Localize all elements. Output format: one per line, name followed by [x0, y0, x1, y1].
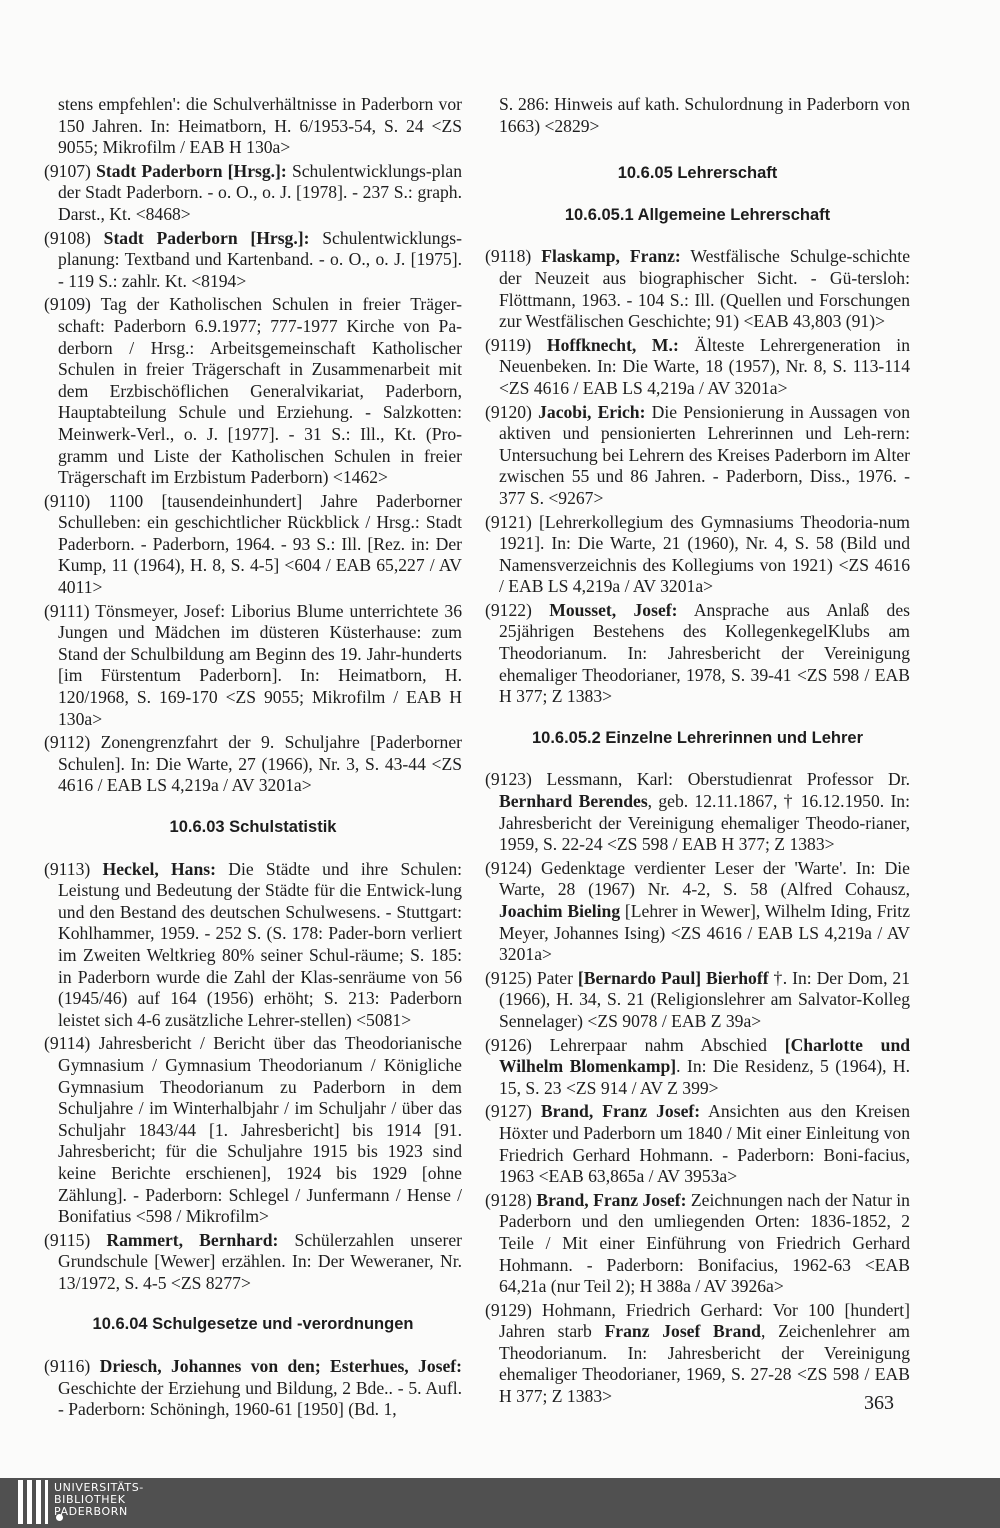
entry-person: Bernhard Berendes — [499, 791, 648, 812]
entry-9122 — [485, 600, 910, 708]
entry-text: Ansichten aus den Kreisen Höxter und Paderborn um 1840 / Mit einer Einleitung von Friedrich Gerhard Hohmann. - Paderborn: Boni-facius, 1963 <EAB 63,865a / AV 3953a> — [499, 1101, 910, 1187]
entry-text: Älteste Lehrergeneration in Neuenbeken. In: Die Warte, 18 (1957), Nr. 8, S. 113-114 <ZS 4616 / EAB LS 4,219a / AV 3201a> — [499, 334, 910, 398]
entry-number: (9112) — [44, 732, 91, 753]
section-heading-lehrerschaft: 10.6.05 Lehrerschaft — [617, 164, 778, 183]
entry-author: Flaskamp, Franz: — [541, 246, 681, 267]
entry-text: Tönsmeyer, Josef: Liborius Blume unterrichtete 36 Jungen und Mädchen im düsteren Küsterhause: zum Stand der Schulbildung am Beginn des 19. Jahr-hunderts [im Fürstentum Paderborn]. In: Heimatborn, H. 120/1968, S. 169-170 <ZS 9055; Mikrofilm / EAB H 130a> — [58, 600, 462, 729]
entry-text: Schulentwicklungs-planung: Textband und Kartenband. - o. O., o. J. [1975]. - 119 S.: zahlr. Kt. <8194> — [58, 227, 462, 291]
section-heading-einzelne-lehrer: 10.6.05.2 Einzelne Lehrerinnen und Lehrer — [531, 728, 864, 747]
library-footer-bar — [0, 1478, 1000, 1528]
entry-author: Heckel, Hans: — [102, 858, 216, 879]
entry-9129 — [485, 1300, 910, 1408]
logo-line-2: BIBLIOTHEK — [54, 1493, 126, 1506]
entry-continuation: S. 286: Hinweis auf kath. Schulordnung in Paderborn von 1663) <2829> — [499, 94, 910, 136]
entry-person: Joachim Bieling — [499, 901, 621, 921]
entry-author: Driesch, Johannes von den; Esterhues, Josef: — [99, 1356, 462, 1377]
entry-9121 — [485, 512, 910, 598]
entry-9109 — [44, 294, 462, 488]
entry-text: Schülerzahlen unserer Grundschule [Wewer] erzählen. In: Der Weweraner, Nr. 13/1972, S. 4-5 <ZS 8277> — [58, 1229, 462, 1293]
entry-text: Westfälische Schulge-schichte der Neuzeit aus biographischer Sicht. - Gü-tersloh: Flöttmann, 1963. - 104 S.: Ill. (Quellen und Forschungen zur Westfälischen Geschichte; 91) <EAB 43,803 (91)> — [499, 246, 910, 332]
entry-author: Rammert, Bernhard: — [106, 1229, 279, 1250]
entry-text: Zonengrenzfahrt der 9. Schuljahre [Paderborner Schulen]. In: Die Warte, 27 (1966), Nr. 3, S. 43-44 <ZS 4616 / EAB LS 4,219a / AV 3201a> — [58, 732, 462, 796]
logo-line-1: UNIVERSITÄTS- — [54, 1481, 144, 1494]
entry-9123 — [485, 769, 910, 855]
entry-person: [Bernardo Paul] Bierhoff — [577, 967, 769, 988]
entry-number: (9111) — [44, 600, 90, 621]
entry-text: [Lehrerkollegium des Gymnasiums Theodoria-num 1921]. In: Die Warte, 21 (1960), Nr. 4, S. 58 (Bild und Namensverzeichnis des Kollegiums von 1921) <ZS 4616 / EAB LS 4,219a / AV 3201a> — [499, 511, 910, 597]
entry-text: Tag der Katholischen Schulen in freier Träger-schaft: Paderborn 6.9.1977; 777-1977 Kirche von Pa-derborn / Hrsg.: Arbeitsgemeinschaft Katholischer Schulen in freier Trägerschaft in Zusammenarbeit mit dem Erzbischöflichen Generalvikariat, Paderborn, Hauptabteilung Schule und Erziehung. - Salzkotten: Meinwerk-Verl., o. J. [1977]. - 31 S.: Ill., Kt. (Pro-gramm und Liste der Katholischen Schulen in freier Trägerschaft im Erzbistum Paderborn) <1462> — [58, 294, 462, 488]
entry-author: Brand, Franz Josef: — [540, 1101, 701, 1122]
entry-9118 — [485, 246, 910, 332]
entry-text: . In: Die Residenz, 5 (1964), H. 15, S. 23 <ZS 914 / AV Z 399> — [499, 1056, 910, 1098]
entry-number: (9119) — [485, 334, 532, 355]
entry-number: (9115) — [44, 1229, 91, 1250]
section-heading-allgemeine-lehrerschaft: 10.6.05.1 Allgemeine Lehrerschaft — [564, 205, 831, 224]
entry-9114 — [44, 1033, 462, 1227]
entry-number: (9126) — [485, 1034, 532, 1055]
entry-number: (9116) — [44, 1356, 91, 1377]
entry-9115 — [44, 1230, 462, 1295]
entry-number: (9110) — [44, 490, 91, 511]
entry-author: Stadt Paderborn [Hrsg.]: — [96, 160, 287, 181]
entry-number: (9114) — [44, 1033, 91, 1054]
entry-9127 — [485, 1101, 910, 1187]
entry-9113 — [44, 859, 462, 1032]
entry-9107 — [44, 161, 462, 226]
entry-text: Zeichnungen nach der Natur in Paderborn und den umliegenden Orten: 1836-1852, 2 Teile / Mit einer Einführung von Friedrich Gerhard Hohmann. - Paderborn: Bonifacius, 1962-63 <EAB 64,21a (nur Teil 2); H 388a / AV 3926a> — [499, 1189, 910, 1297]
entry-number: (9125) — [485, 967, 532, 988]
left-column — [44, 94, 462, 1423]
entry-text: Geschichte der Erziehung und Bildung, 2 Bde.. - 5. Aufl. - Paderborn: Schöningh, 1960-61 [1950] (Bd. 1, — [58, 1377, 462, 1420]
entry-number: (9123) — [485, 769, 532, 790]
entry-text: Schulentwicklungs-plan der Stadt Paderborn. - o. O., o. J. [1978]. - 237 S.: graph. Darst., Kt. <8468> — [58, 160, 462, 224]
entry-number: (9127) — [485, 1101, 532, 1122]
entry-9126 — [485, 1035, 910, 1100]
entry-text: †. In: Der Dom, 21 (1966), H. 34, S. 21 (Religionslehrer am Salvator-Kolleg Sennelager) <ZS 9078 / EAB Z 39a> — [499, 967, 910, 1031]
entry-9120 — [485, 402, 910, 510]
entry-author: Jacobi, Erich: — [538, 401, 646, 422]
entry-author: Brand, Franz Josef: — [536, 1189, 687, 1210]
entry-author: Mousset, Josef: — [549, 599, 678, 620]
entry-number: (9122) — [485, 599, 532, 620]
entry-9108 — [44, 228, 462, 293]
entry-number: (9121) — [485, 511, 532, 532]
entry-author: Hoffknecht, M.: — [546, 334, 679, 355]
entry-text: Die Pensionierung in Aussagen von aktiven und pensionierten Lehrerinnen und Leh-rern: Untersuchung bei Lehrern des Kreises Paderborn im Alter zwischen 55 und 86 Jahren. - Paderborn, Diss., 1976. - 377 S. <9267> — [499, 401, 911, 508]
entry-text: , Zeichenlehrer am Theodorianum. In: Jahresbericht der Vereinigung ehemaliger Theodorianer, 1969, S. 27-28 <ZS 598 / EAB H 377; Z 1383> — [499, 1321, 910, 1407]
entry-text-pre: Lessmann, Karl: Oberstudienrat Professor Dr. — [531, 769, 910, 790]
entry-9124 — [485, 858, 910, 966]
page-number: 363 — [864, 1392, 894, 1414]
entry-text-pre: Pater — [531, 967, 578, 988]
entry-9125 — [485, 968, 910, 1033]
entry-number: (9113) — [44, 858, 91, 879]
entry-text-pre: Lehrerpaar nahm Abschied — [531, 1034, 785, 1055]
entry-author: Stadt Paderborn [Hrsg.]: — [103, 227, 310, 248]
entry-text: Die Städte und ihre Schulen: Leistung und Bedeutung der Städte für die Entwick-lung und den Bestand des deutschen Schulwesens. - Stuttgart: Kohlhammer, 1959. - 252 S. (S. 178: Pader-born verliert im Zweiten Weltkrieg 80% seiner Schul-räume; S. 185: in Paderborn wurde die Zahl der Klas-senräume von 56 (1945/46) auf 164 (1956) erhöht; S. 213: Paderborn leistet sich 4-6 zusätzliche Lehrer-stellen) <5081> — [58, 858, 463, 1030]
entry-9128 — [485, 1190, 910, 1298]
entry-text-pre: Hohmann, Friedrich Gerhard: Vor 100 [hundert] Jahren starb — [499, 1299, 910, 1342]
entry-number: (9108) — [44, 227, 91, 248]
section-heading-schulstatistik: 10.6.03 Schulstatistik — [169, 818, 337, 836]
logo-line-3: PADERBORN — [54, 1505, 128, 1518]
entry-person: Franz Josef Brand — [604, 1321, 761, 1342]
entry-9110 — [44, 491, 462, 599]
entry-number: (9124) — [485, 857, 532, 878]
section-heading-schulgesetze: 10.6.04 Schulgesetze und -verordnungen — [92, 1315, 414, 1334]
entry-text: Ansprache aus Anlaß des 25jährigen Bestehens des KollegenkegelKlubs am Theodorianum. In: Jahresbericht der Vereinigung ehemaliger Theodorianer, 1978, S. 39-41 <ZS 598 / EAB H 377; Z 1383> — [499, 599, 910, 707]
entry-text: 1100 [tausendeinhundert] Jahre Paderborner Schulleben: ein geschichtlicher Rückblick / Hrsg.: Stadt Paderborn. - Paderborn, 1964. - 93 S.: Ill. [Rez. in: Der Kump, 11 (1964), H. 8, S. 4-5] <604 / EAB 65,227 / AV 4011> — [58, 490, 462, 598]
entry-text-pre: Gedenktage verdienter Leser der 'Warte'. In: Die Warte, 28 (1967) Nr. 4-2, S. 58 (Alfred Cohausz, — [499, 857, 910, 900]
entry-text: [Lehrer in Wewer], Wilhelm Iding, Fritz Meyer, Johannes Ising) <ZS 4616 / EAB LS 4,219a / AV 3201a> — [499, 901, 910, 965]
entry-9119 — [485, 335, 910, 400]
library-logo-text — [54, 1482, 144, 1518]
entry-9111 — [44, 601, 462, 731]
right-column — [485, 94, 910, 1410]
entry-number: (9109) — [44, 294, 91, 315]
entry-person: [Charlotte und Wilhelm Blomenkamp] — [499, 1034, 911, 1077]
entry-number: (9128) — [485, 1189, 532, 1210]
entry-number: (9118) — [485, 246, 532, 267]
entry-continuation: stens empfehlen': die Schulverhältnisse in Paderborn vor 150 Jahren. In: Heimatborn, H. 6/1953-54, S. 24 <ZS 9055; Mikrofilm / EAB H 130a> — [58, 94, 462, 158]
entry-number: (9107) — [44, 160, 91, 181]
entry-number: (9120) — [485, 401, 532, 422]
entry-text: Jahresbericht / Bericht über das Theodorianische Gymnasium / Gymnasium Theodorianum / Königliche Gymnasium Theodorianum zu Paderborn in dem Schuljahre / im Winterhalbjahr / im Schuljahr / über das Schuljahr 1843/44 [1. Jahresbericht] bis 1914 [91. Jahresbericht; für die Schuljahre 1915 bis 1923 sind keine Berichte erschienen], 1924 bis 1929 [ohne Zählung]. - Paderborn: Schlegel / Junfermann / Hense / Bonifatius <598 / Mikrofilm> — [58, 1033, 462, 1227]
entry-9116 — [44, 1356, 462, 1421]
entry-text: , geb. 12.11.1867, † 16.12.1950. In: Jahresbericht der Vereinigung ehemaliger Theodo-rianer, 1959, S. 22-24 <ZS 598 / EAB H 377; Z 1383> — [499, 791, 910, 855]
entry-9112 — [44, 732, 462, 797]
entry-number: (9129) — [485, 1299, 532, 1320]
